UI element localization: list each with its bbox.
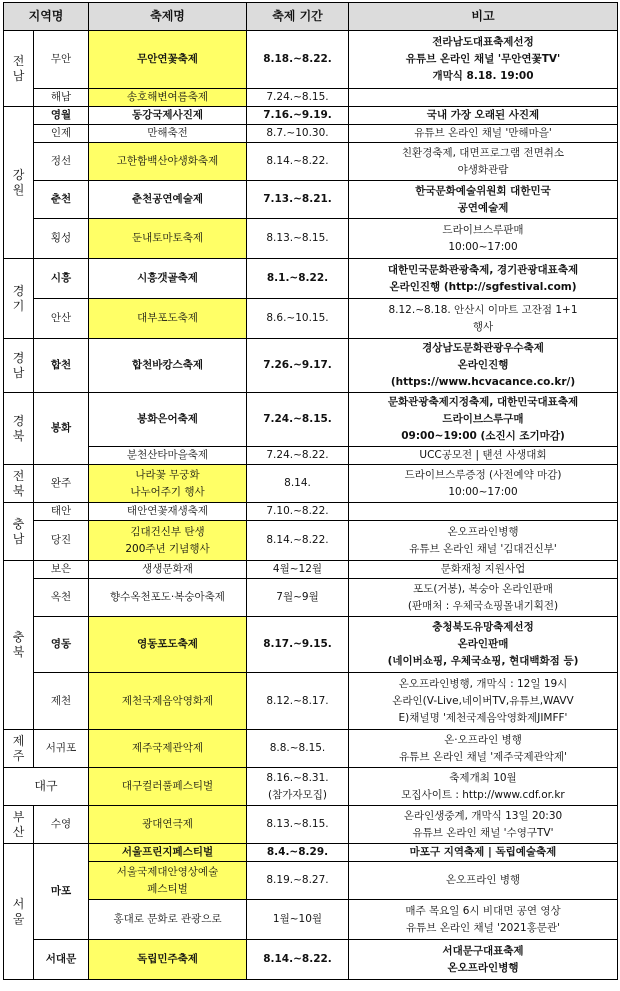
festival-period: 7월~9월: [247, 579, 349, 617]
festival-period: 8.13.~8.15.: [247, 219, 349, 259]
festival-period: 8.14.~8.22.: [247, 143, 349, 181]
festival-note: 충청북도유망축제선정 온라인판매 (네이버쇼핑, 우체국쇼핑, 현대백화점 등): [349, 617, 618, 673]
region-jeju: 제 주: [4, 730, 34, 768]
table-row: [4, 844, 618, 862]
table-row: [4, 447, 618, 465]
festival-note: 국내 가장 오래된 사진제: [349, 107, 618, 125]
festival-name: 제천국제음악영화제: [89, 673, 247, 730]
city-cell: 합천: [34, 339, 89, 393]
table-row: [4, 579, 618, 617]
table-row: [4, 521, 618, 561]
festival-note: 서대문구대표축제 온오프라인병행: [349, 940, 618, 980]
festival-note: 한국문화예술위원회 대한민국 공연예술제: [349, 181, 618, 219]
festival-period: 8.13.~8.15.: [247, 806, 349, 844]
festival-period: 7.16.~9.19.: [247, 107, 349, 125]
festival-note: 문화관광축제지정축제, 대한민국대표축제 드라이브스루구매 09:00~19:00 (소진시 조기마감): [349, 393, 618, 447]
festival-note: 포도(거봉), 복숭아 온라인판매 (판매처 : 우체국쇼핑몰내기획전): [349, 579, 618, 617]
festival-period: 7.24.~8.15.: [247, 89, 349, 107]
city-cell: 완주: [34, 465, 89, 503]
city-cell: 태안: [34, 503, 89, 521]
festival-name: 춘천공연예술제: [89, 181, 247, 219]
festival-name: 대구컬러풀페스티벌: [89, 768, 247, 806]
city-cell: 해남: [34, 89, 89, 107]
festival-period: 7.26.~9.17.: [247, 339, 349, 393]
region-gyeongbuk: 경 북: [4, 393, 34, 465]
table-row: [4, 143, 618, 181]
city-cell: 봉화: [34, 393, 89, 465]
city-cell: 보은: [34, 561, 89, 579]
festival-name: 제주국제관악제: [89, 730, 247, 768]
city-cell: 제천: [34, 673, 89, 730]
festival-period: 8.1.~8.22.: [247, 259, 349, 299]
table-row: [4, 219, 618, 259]
table-row: [4, 806, 618, 844]
table-row: [4, 900, 618, 940]
festival-note: 유튜브 온라인 채널 '만해마을': [349, 125, 618, 143]
city-cell: 서대문: [34, 940, 89, 980]
festival-name: 분천산타마을축제: [89, 447, 247, 465]
city-cell: 시흥: [34, 259, 89, 299]
festival-name: 동강국제사진제: [89, 107, 247, 125]
festival-name: 생생문화재: [89, 561, 247, 579]
table-row: [4, 89, 618, 107]
region-chungbuk: 충 북: [4, 561, 34, 730]
festival-name: 향수옥천포도·복숭아축제: [89, 579, 247, 617]
city-cell: 당진: [34, 521, 89, 561]
festival-name: 만해축전: [89, 125, 247, 143]
festival-period: 8.12.~8.17.: [247, 673, 349, 730]
festival-note: 친환경축제, 대면프로그램 전면취소 야생화관람: [349, 143, 618, 181]
festival-name: 대부포도축제: [89, 299, 247, 339]
table-row: [4, 339, 618, 393]
region-seoul: 서 울: [4, 844, 34, 980]
table-row: [4, 393, 618, 447]
festival-name: 송호해변여름축제: [89, 89, 247, 107]
festival-period: 7.10.~8.22.: [247, 503, 349, 521]
festival-note: 드라이브스루판매 10:00~17:00: [349, 219, 618, 259]
table-row: [4, 730, 618, 768]
table-row: [4, 673, 618, 730]
city-cell: 수영: [34, 806, 89, 844]
header-period: 축제 기간: [247, 3, 349, 31]
festival-name: 둔내토마토축제: [89, 219, 247, 259]
city-cell: 안산: [34, 299, 89, 339]
table-row: [4, 862, 618, 900]
region-chungnam: 충 남: [4, 503, 34, 561]
festival-note: 대한민국문화관광축제, 경기관광대표축제 온라인진행 (http://sgfestival.com): [349, 259, 618, 299]
festival-period: 7.24.~8.15.: [247, 393, 349, 447]
festival-note: 온오프라인병행, 개막식 : 12일 19시 온라인(V-Live,네이버TV,유튜브,WAVV E)채널명 '제천국제음악영화제JIMFF': [349, 673, 618, 730]
festival-note: 드라이브스루증정 (사전예약 마감) 10:00~17:00: [349, 465, 618, 503]
festival-period: 7.13.~8.21.: [247, 181, 349, 219]
festival-name: 봉화은어축제: [89, 393, 247, 447]
festival-period: 7.24.~8.22.: [247, 447, 349, 465]
festival-period: 8.7.~10.30.: [247, 125, 349, 143]
festival-name: 김대건신부 탄생 200주년 기념행사: [89, 521, 247, 561]
region-daegu: 대구: [4, 768, 89, 806]
region-gangwon: 강 원: [4, 107, 34, 259]
festival-period: 4월~12월: [247, 561, 349, 579]
city-cell: 춘천: [34, 181, 89, 219]
header-region: 지역명: [4, 3, 89, 31]
header-festival: 축제명: [89, 3, 247, 31]
festival-period: 8.17.~9.15.: [247, 617, 349, 673]
festival-note: 매주 목요일 6시 비대면 공연 영상 유튜브 온라인 채널 '2021홍문관': [349, 900, 618, 940]
header-note: 비고: [349, 3, 618, 31]
city-cell: 마포: [34, 844, 89, 940]
festival-name: 고한함백산야생화축제: [89, 143, 247, 181]
festival-note: UCC공모전 | 탠션 사생대회: [349, 447, 618, 465]
festival-period: 8.8.~8.15.: [247, 730, 349, 768]
festival-name: 서울프린지페스티벌: [89, 844, 247, 862]
festival-name: 서울국제대안영상예술 페스티벌: [89, 862, 247, 900]
table-row: [4, 299, 618, 339]
city-cell: 서귀포: [34, 730, 89, 768]
festival-period: 1월~10월: [247, 900, 349, 940]
table-row: [4, 31, 618, 89]
festival-note: 마포구 지역축제 | 독립예술축제: [349, 844, 618, 862]
table-row: [4, 107, 618, 125]
table-row: [4, 503, 618, 521]
table-row: [4, 181, 618, 219]
festival-note: 전라남도대표축제선정 유튜브 온라인 채널 '무안연꽃TV' 개막식 8.18. 19:00: [349, 31, 618, 89]
festival-period: 8.16.~8.31. (참가자모집): [247, 768, 349, 806]
festival-name: 독립민주축제: [89, 940, 247, 980]
table-row: [4, 125, 618, 143]
festival-period: 8.6.~10.15.: [247, 299, 349, 339]
festival-note: 온라인생중계, 개막식 13일 20:30 유튜브 온라인 채널 '수영구TV': [349, 806, 618, 844]
region-jeonnam: 전 남: [4, 31, 34, 107]
festival-name: 태안연꽃재생축제: [89, 503, 247, 521]
festival-note: [349, 503, 618, 521]
city-cell: 영월: [34, 107, 89, 125]
festival-period: 8.14.~8.22.: [247, 940, 349, 980]
festival-name: 무안연꽃축제: [89, 31, 247, 89]
festival-note: 온·오프라인 병행 유튜브 온라인 채널 '제주국제관악제': [349, 730, 618, 768]
table-row: [4, 768, 618, 806]
table-row: [4, 259, 618, 299]
festival-note: 온오프라인병행 유튜브 온라인 채널 '김대건신부': [349, 521, 618, 561]
city-cell: 무안: [34, 31, 89, 89]
festival-name: 홍대로 문화로 관광으로: [89, 900, 247, 940]
festival-period: 8.4.~8.29.: [247, 844, 349, 862]
festival-note: 8.12.~8.18. 안산시 이마트 고잔점 1+1 행사: [349, 299, 618, 339]
region-busan: 부 산: [4, 806, 34, 844]
city-cell: 횡성: [34, 219, 89, 259]
festival-name: 나라꽃 무궁화 나누어주기 행사: [89, 465, 247, 503]
festival-note: 온오프라인 병행: [349, 862, 618, 900]
city-cell: 인제: [34, 125, 89, 143]
region-gyeonggi: 경 기: [4, 259, 34, 339]
festival-period: 8.14.: [247, 465, 349, 503]
festival-period: 8.18.~8.22.: [247, 31, 349, 89]
festival-period: 8.19.~8.27.: [247, 862, 349, 900]
festival-note: 축제개최 10월 모집사이트 : http://www.cdf.or.kr: [349, 768, 618, 806]
city-cell: 정선: [34, 143, 89, 181]
festival-period: 8.14.~8.22.: [247, 521, 349, 561]
table-row: [4, 617, 618, 673]
city-cell: 옥천: [34, 579, 89, 617]
festival-note: 문화재청 지원사업: [349, 561, 618, 579]
table-row: [4, 561, 618, 579]
header-row: [4, 3, 618, 31]
region-jeonbuk: 전 북: [4, 465, 34, 503]
festival-note: [349, 89, 618, 107]
festival-name: 시흥갯골축제: [89, 259, 247, 299]
festival-name: 영동포도축제: [89, 617, 247, 673]
table-row: [4, 465, 618, 503]
festival-note: 경상남도문화관광우수축제 온라인진행 (https://www.hcvacance.co.kr/): [349, 339, 618, 393]
festival-name: 광대연극제: [89, 806, 247, 844]
festival-table: [3, 2, 618, 980]
city-cell: 영동: [34, 617, 89, 673]
festival-name: 합천바캉스축제: [89, 339, 247, 393]
table-row: [4, 940, 618, 980]
region-gyeongnam: 경 남: [4, 339, 34, 393]
